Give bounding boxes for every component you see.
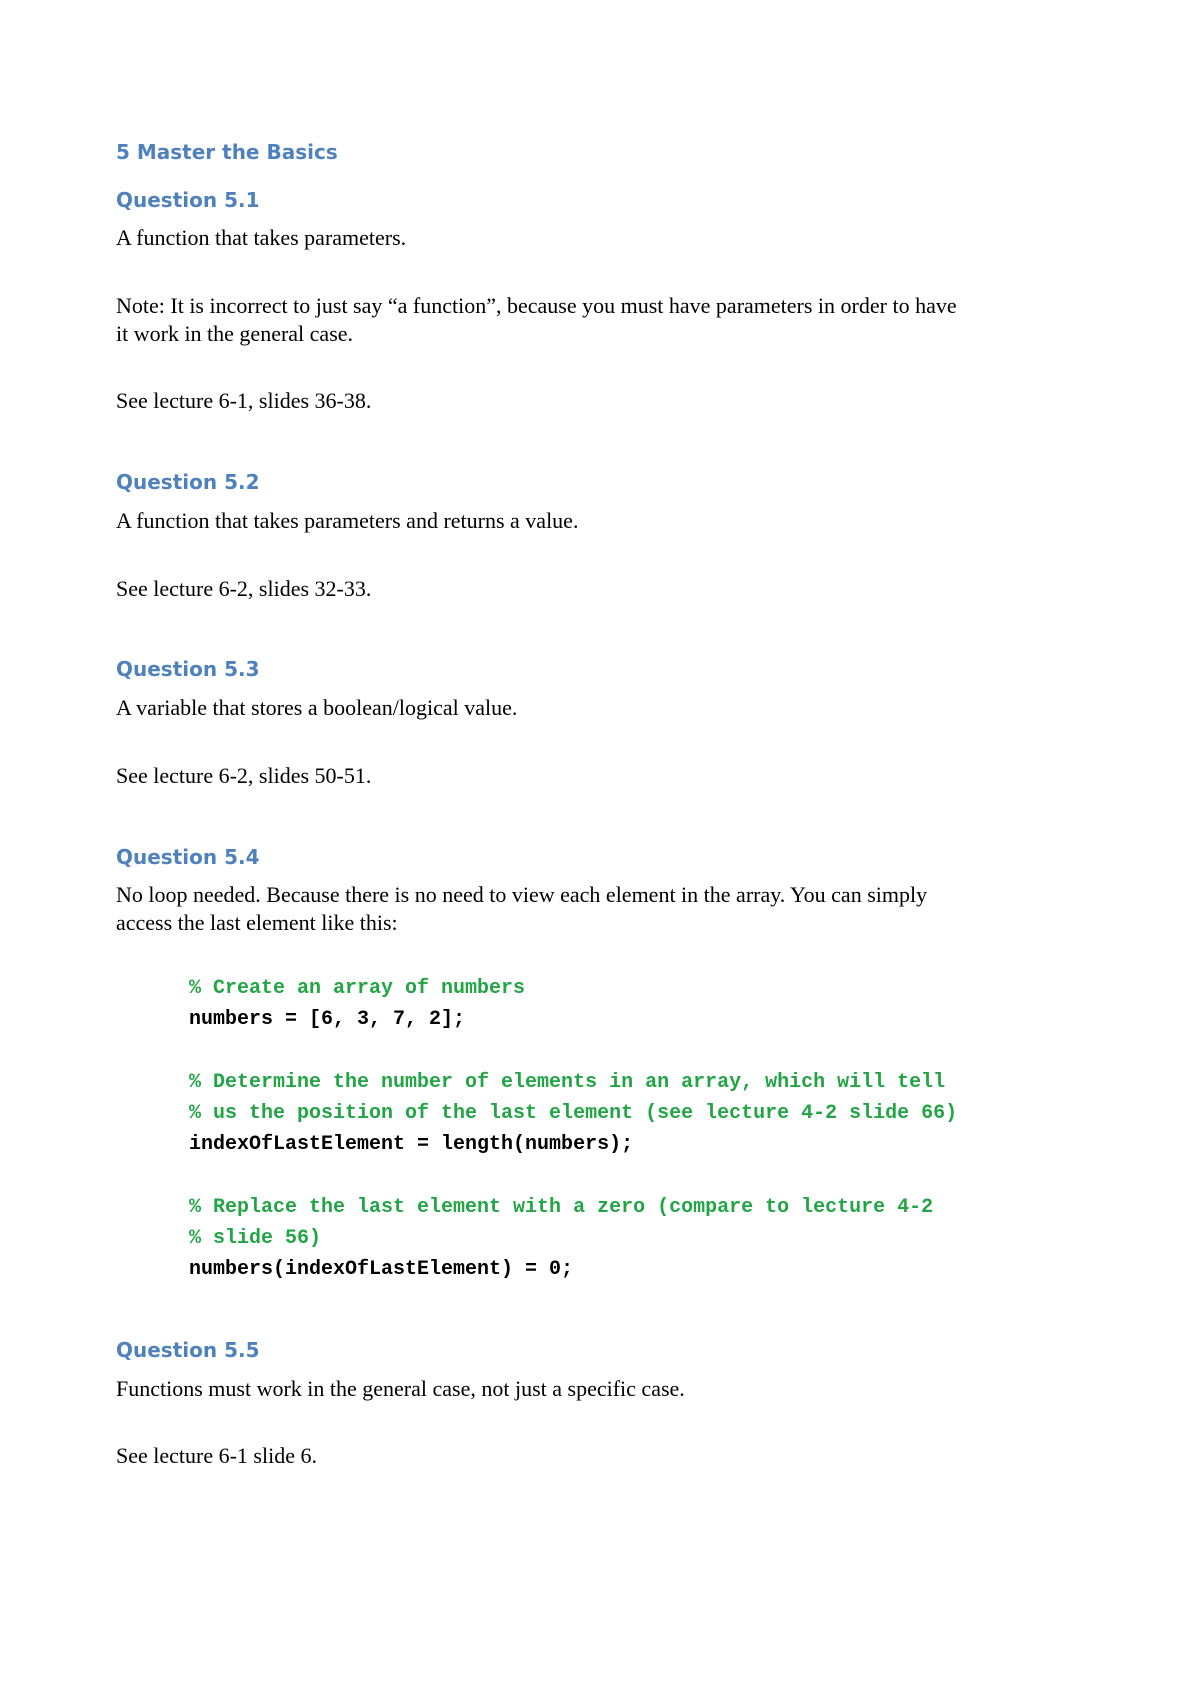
question-5-3-heading: Question 5.3 bbox=[116, 657, 260, 681]
question-5-3-answer: A variable that stores a boolean/logical value. bbox=[116, 695, 518, 720]
question-5-2-answer: A function that takes parameters and returns a value. bbox=[116, 508, 579, 533]
question-5-5-answer: Functions must work in the general case, not just a specific case. bbox=[116, 1376, 685, 1401]
code-statement-line: numbers = [6, 3, 7, 2]; bbox=[189, 1008, 466, 1031]
question-5-3-reference: See lecture 6-2, slides 50-51. bbox=[116, 763, 372, 788]
question-5-1-reference: See lecture 6-1, slides 36-38. bbox=[116, 388, 372, 413]
section-title: 5 Master the Basics bbox=[116, 140, 338, 164]
question-5-1-note-line-2: it work in the general case. bbox=[116, 321, 354, 346]
question-5-4-answer-line-1: No loop needed. Because there is no need to view each element in the array. You can simply bbox=[116, 882, 928, 907]
code-comment-line: % us the position of the last element (see lecture 4-2 slide 66) bbox=[189, 1102, 958, 1125]
code-comment-line: % slide 56) bbox=[189, 1227, 322, 1250]
question-5-1-note-line-1: Note: It is incorrect to just say “a function”, because you must have parameters in order to have bbox=[116, 293, 957, 318]
code-statement-line: numbers(indexOfLastElement) = 0; bbox=[189, 1258, 574, 1281]
question-5-4-heading: Question 5.4 bbox=[116, 845, 260, 869]
code-statement-line: indexOfLastElement = length(numbers); bbox=[189, 1133, 634, 1156]
question-5-5-heading: Question 5.5 bbox=[116, 1338, 260, 1362]
question-5-4-answer-line-2: access the last element like this: bbox=[116, 910, 398, 935]
code-comment-line: % Replace the last element with a zero (compare to lecture 4-2 bbox=[189, 1196, 934, 1219]
question-5-2-heading: Question 5.2 bbox=[116, 470, 260, 494]
question-5-1-answer: A function that takes parameters. bbox=[116, 225, 407, 250]
code-comment-line: % Create an array of numbers bbox=[189, 977, 526, 1000]
code-comment-line: % Determine the number of elements in an array, which will tell bbox=[189, 1071, 946, 1094]
question-5-5-reference: See lecture 6-1 slide 6. bbox=[116, 1443, 317, 1468]
question-5-2-reference: See lecture 6-2, slides 32-33. bbox=[116, 576, 372, 601]
question-5-1-heading: Question 5.1 bbox=[116, 188, 260, 212]
